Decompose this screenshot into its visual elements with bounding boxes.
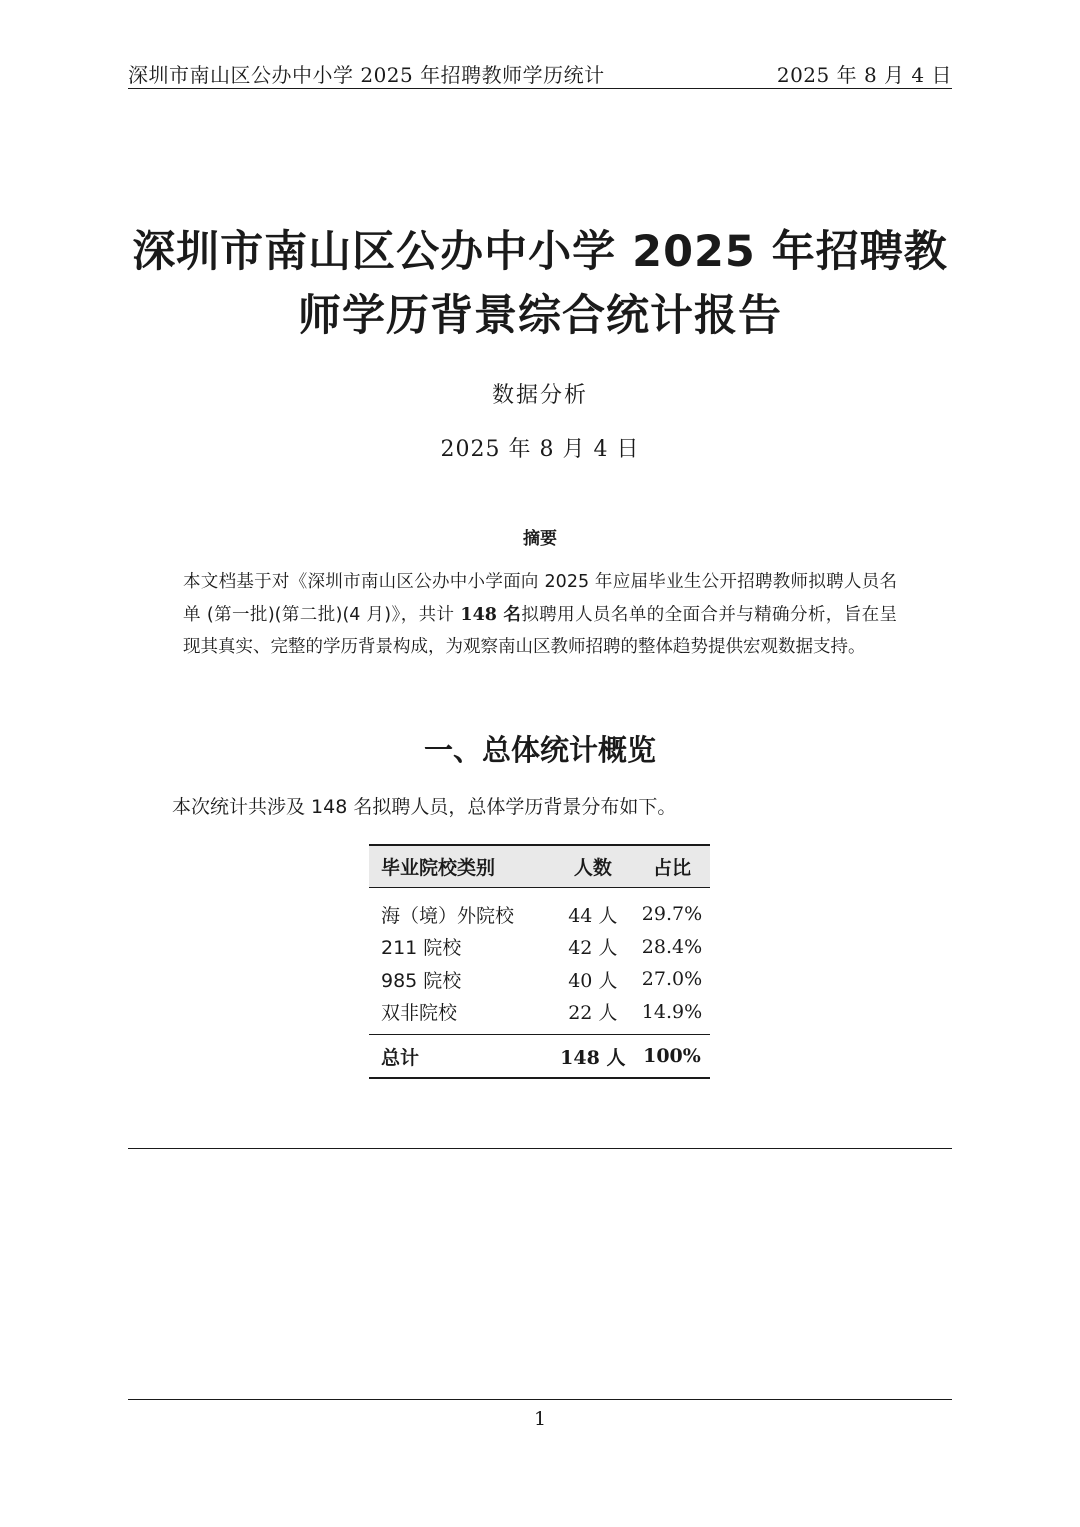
total-label: 总计 — [381, 1046, 420, 1069]
document-author: 数据分析 — [491, 383, 588, 408]
section-heading: 一、总体统计概览 — [423, 733, 656, 767]
header-rule — [128, 88, 952, 89]
abstract-text-end: 拟聘用人员名单的全面合并与精确分析，旨在呈现其真实、完整的学历背景构成，为观察南山区教师招聘的整体趋势提供宏观数据支持。 — [183, 604, 898, 657]
abstract-count: 148 名 — [460, 604, 522, 625]
table-row — [369, 931, 710, 964]
section-divider — [128, 1148, 952, 1149]
header-category: 毕业院校类别 — [381, 857, 496, 879]
header-date: 2025 年 8 月 4 日 — [776, 63, 952, 87]
row-count: 44 人 — [568, 904, 618, 927]
row-share: 29.7% — [641, 903, 703, 926]
section-intro: 本次统计共涉及 148 名拟聘人员，总体学历背景分布如下。 — [172, 796, 677, 818]
document-title — [100, 220, 980, 348]
abstract-text-start: 本文档基于对《深圳市南山区公办中小学面向 2025 年应届毕业生公开招聘教师拟聘人员名单 (第一批)(第二批)(4 月)》，共计 — [183, 572, 897, 625]
education-stats-table — [369, 844, 710, 1079]
row-category: 双非院校 — [381, 1002, 458, 1025]
abstract-heading: 摘要 — [523, 529, 557, 549]
table-header-row — [369, 845, 710, 888]
page-number: 1 — [533, 1408, 547, 1430]
row-category: 985 院校 — [381, 969, 462, 992]
row-count: 40 人 — [568, 969, 618, 992]
header-share: 占比 — [652, 857, 691, 879]
table-total-row — [369, 1035, 710, 1079]
document-date: 2025 年 8 月 4 日 — [440, 437, 640, 462]
table-row — [369, 888, 710, 931]
row-count: 42 人 — [568, 937, 618, 960]
table-row — [369, 963, 710, 996]
row-share: 14.9% — [641, 1000, 703, 1023]
row-category: 211 院校 — [381, 937, 462, 960]
abstract-body — [183, 566, 897, 664]
row-share: 27.0% — [641, 968, 703, 991]
row-count: 22 人 — [568, 1002, 618, 1025]
total-count: 148 人 — [560, 1046, 626, 1069]
table-row — [369, 996, 710, 1035]
footer-rule — [128, 1399, 952, 1400]
header-title: 深圳市南山区公办中小学 2025 年招聘教师学历统计 — [128, 63, 605, 87]
row-share: 28.4% — [641, 935, 703, 958]
running-header — [128, 58, 952, 88]
title-line-1: 深圳市南山区公办中小学 2025 年招聘教 — [132, 227, 948, 277]
header-count: 人数 — [573, 857, 612, 879]
title-line-2: 师学历背景综合统计报告 — [298, 291, 782, 341]
row-category: 海（境）外院校 — [381, 904, 515, 927]
total-share: 100% — [643, 1045, 701, 1067]
